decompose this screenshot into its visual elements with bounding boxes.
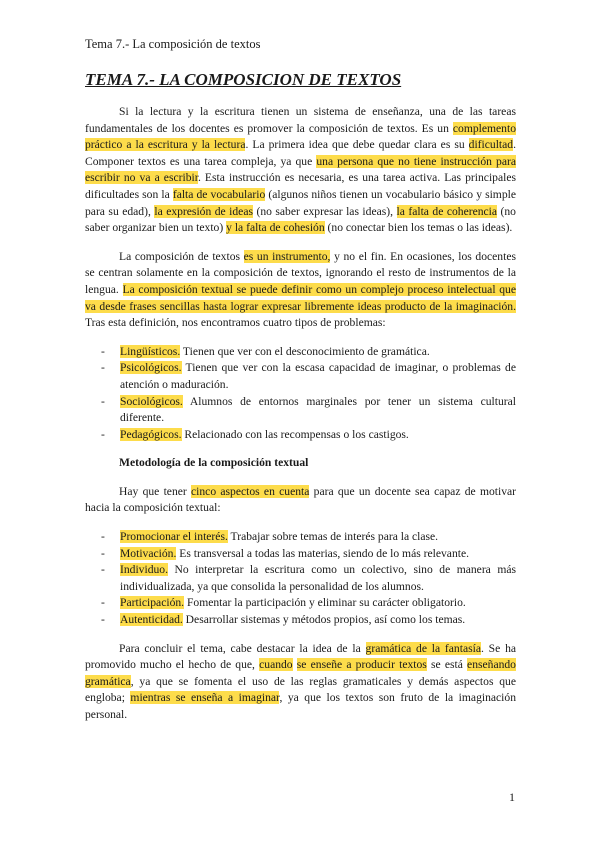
bullet-dash: - [101,596,105,610]
page-title: TEMA 7.- LA COMPOSICION DE TEXTOS [85,70,402,89]
text-run: . La primera idea que debe quedar clara es su [245,138,469,152]
text-run: . Esta instrucción es necesaria, es una tarea activa. Las principales dificultades son la [85,171,516,201]
bullet-dash: - [101,530,105,544]
list-item-text: Es transversal a todas las materias, siendo de lo más relevante. [176,546,470,560]
list-item-label: Pedagógicos. [120,427,182,441]
text-run: , ya que se fomenta el uso de las reglas gramaticales y demás aspectos que engloba; [85,674,516,705]
list-item [85,344,516,361]
list-item-text: Alumnos de entornos marginales por tener un sistema cultural diferente. [120,394,516,425]
bullet-dash: - [101,344,105,358]
list-item-text: Fomentar la participación y eliminar su carácter obligatorio. [184,596,466,610]
list-item-text: Tienen que ver con el desconocimiento de gramática. [180,344,430,358]
section-heading: Metodología de la composición textual [119,456,309,470]
list-item-text: No interpretar la escritura como un colectivo, sino de manera más individualizada, ya que consolida la personalidad de los alumnos. [120,563,516,593]
list-item-text: Tienen que ver con la escasa capacidad de imaginar, o problemas de atención o maduración. [120,361,516,391]
highlighted-text: la falta de coherencia [396,204,498,218]
list-item [85,360,516,393]
text-run: (algunos niños tienen un vocabulario básico y simple para su edad), [85,187,516,218]
highlighted-text: La composición textual se puede definir como un complejo proceso intelectual que va desde frases sencillas hasta lograr expresar libremente ideas producto de la imaginación. [85,282,516,313]
list-item-label: Promocionar el interés. [120,530,228,544]
list-item [85,427,516,444]
page-number: 1 [509,790,515,804]
text-run: para que un docente sea capaz de motivar hacia la composición textual: [85,484,516,515]
paragraph-method-intro [85,484,516,517]
list-item-text: Desarrollar sistemas y métodos propios, así como los temas. [182,613,466,627]
list-item-label: Autenticidad. [120,613,183,627]
text-run: La composición de textos [119,249,244,263]
text-run: Tras esta definición, nos encontramos cuatro tipos de problemas: [85,316,386,330]
list-item [85,612,516,629]
highlighted-text: gramática de la fantasía [365,641,481,655]
highlighted-text: es un instrumento, [243,249,331,263]
text-run: Hay que tener [119,484,192,498]
document-body [85,104,516,736]
text-run: (no saber organizar bien un texto) [85,204,516,235]
aspects-list [85,529,516,629]
list-item-label: Individuo. [120,563,168,577]
problems-list [85,344,516,444]
running-header: Tema 7.- La composición de textos [85,37,261,51]
highlighted-text: cuando [259,658,293,672]
list-item-label: Participación. [120,596,185,610]
text-run: (no saber expresar las ideas), [252,204,397,218]
bullet-dash: - [101,394,105,408]
text-run: se está [426,658,468,672]
text-run: (no conectar bien los temas o las ideas). [324,221,513,235]
bullet-dash: - [101,546,105,560]
bullet-dash: - [101,563,105,577]
list-item [85,546,516,563]
paragraph-intro [85,104,516,237]
text-run: Si la lectura y la escritura tienen un sistema de enseñanza, una de las tareas fundamentales de los docentes es promover la composición de textos. Es un [85,105,516,135]
text-run: Para concluir el tema, cabe destacar la idea de la [119,641,366,655]
highlighted-text: complemento práctico a la escritura y la lectura [85,121,516,152]
bullet-dash: - [101,427,105,441]
bullet-dash: - [101,361,105,375]
list-item [85,595,516,612]
highlighted-text: y la falta de cohesión [226,221,325,235]
text-run: y no el fin. En ocasiones, los docentes se centran solamente en la composición de textos, ignorando el resto de instrumentos de la lengua. [85,249,516,296]
list-item-text: Relacionado con las recompensas o los castigos. [181,427,409,441]
highlighted-text: una persona que no tiene instrucción para escribir no va a escribir [85,154,516,185]
text-run: . Componer textos es una tarea compleja, ya que [85,138,516,168]
paragraph-conclusion [85,641,516,724]
highlighted-text: cinco aspectos en cuenta [191,484,310,498]
highlighted-text: se enseñe a producir textos [296,658,427,672]
list-item [85,562,516,595]
list-item-label: Psicológicos. [120,361,182,375]
highlighted-text: mientras se enseña a imaginar [130,691,280,705]
list-item-label: Motivación. [120,546,177,560]
text-run: . Se ha promovido mucho el hecho de que, [85,641,517,672]
text-run: , ya que los textos son fruto de la imaginación personal. [85,691,516,721]
list-item [85,394,516,427]
list-item-label: Sociológicos. [120,394,183,408]
list-item-label: Lingüísticos. [120,344,181,358]
list-item-text: Trabajar sobre temas de interés para la clase. [227,530,439,544]
bullet-dash: - [101,613,105,627]
list-item [85,529,516,546]
highlighted-text: falta de vocabulario [172,187,266,201]
highlighted-text: enseñando gramática [85,658,516,688]
highlighted-text: dificultad [468,138,514,152]
highlighted-text: la expresión de ideas [154,204,253,218]
paragraph-instrument [85,249,516,332]
